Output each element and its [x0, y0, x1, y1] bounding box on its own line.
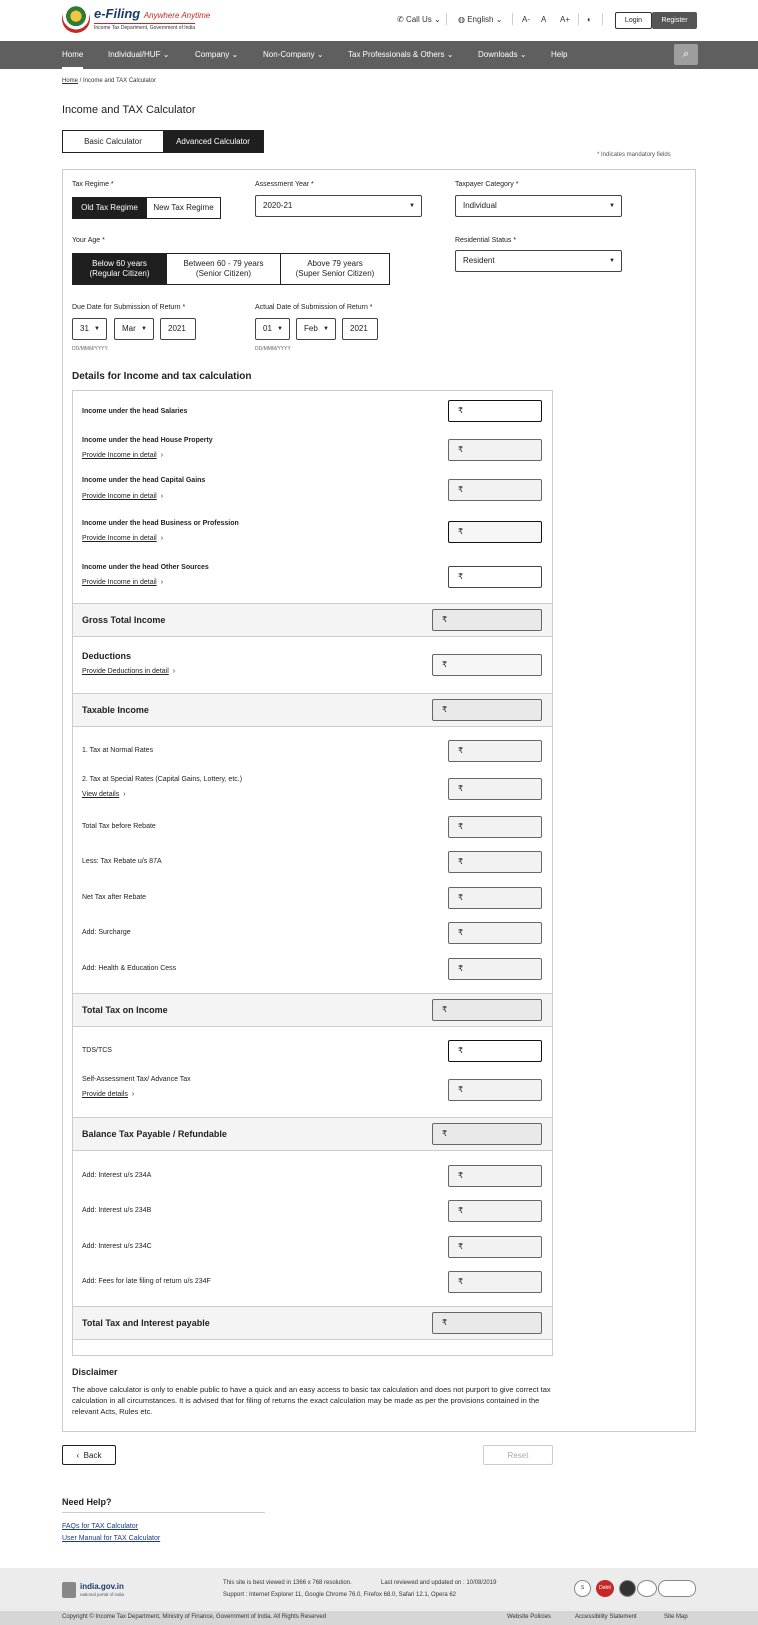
chevron-right-icon: › [131, 1091, 135, 1098]
globe-icon: ◍ [458, 15, 465, 24]
top-header [0, 0, 758, 40]
age-toggle [72, 253, 390, 285]
tab-advanced-calculator[interactable]: Advanced Calculator [163, 131, 263, 152]
provide-income-capital-link[interactable]: Provide Income in detail › [82, 493, 164, 500]
provide-income-business-link[interactable]: Provide Income in detail › [82, 535, 164, 542]
nav-home[interactable]: Home [62, 41, 83, 69]
chevron-down-icon: ⌄ [433, 15, 441, 24]
total-tax-income-output: ₹ [432, 999, 542, 1021]
chevron-down-icon: ⌄ [446, 50, 454, 59]
tax-special-label: 2. Tax at Special Rates (Capital Gains, Lottery, etc.) [82, 776, 243, 783]
provide-income-other-link[interactable]: Provide Income in detail › [82, 579, 164, 586]
faq-link[interactable]: FAQs for TAX Calculator [62, 1523, 138, 1530]
taxable-income-label: Taxable Income [82, 705, 149, 715]
india-gov-subtitle: national portal of india [80, 1592, 125, 1597]
net-after-rebate-label: Net Tax after Rebate [82, 894, 147, 901]
interest-234c-label: Add: Interest u/s 234C [82, 1243, 152, 1250]
total-tax-interest-output: ₹ [432, 1312, 542, 1334]
nav-non-company[interactable]: Non-Company ⌄ [263, 50, 324, 59]
nav-company[interactable]: Company ⌄ [195, 50, 239, 59]
net-after-rebate-output: ₹ [448, 887, 542, 909]
tds-label: TDS/TCS [82, 1047, 112, 1054]
chevron-down-icon: ⌄ [495, 15, 503, 24]
phone-icon: ✆ [397, 15, 404, 24]
actual-date-month-select[interactable]: Feb ▼ [296, 318, 336, 340]
bottom-bar [0, 1611, 758, 1625]
nav-individual-huf[interactable]: Individual/HUF ⌄ [108, 50, 170, 59]
register-button[interactable]: Register [652, 12, 697, 29]
browser-support: Support : Internet Explorer 11, Google Chrome 76.0, Firefox 68.0, Safari 12.1, Opera 62 [223, 1592, 457, 1598]
breadcrumb: Home / Income and TAX Calculator [62, 78, 156, 84]
due-date-format: DD/MMM/YYYY [72, 346, 108, 352]
residential-status-label: Residential Status * [455, 237, 517, 244]
footer [0, 1568, 758, 1611]
due-date-month-select[interactable]: Mar ▼ [114, 318, 154, 340]
total-tax-income-label: Total Tax on Income [82, 1005, 168, 1015]
logo-title: e-Filing [94, 6, 141, 21]
tax-regime-label: Tax Regime * [72, 181, 114, 188]
total-before-rebate-output: ₹ [448, 816, 542, 838]
actual-date-day-select[interactable]: 01 ▼ [255, 318, 290, 340]
tax-normal-output: ₹ [448, 740, 542, 762]
balance-output: ₹ [432, 1123, 542, 1145]
total-before-rebate-label: Total Tax before Rebate [82, 823, 156, 830]
gross-total-output: ₹ [432, 609, 542, 631]
call-us-menu[interactable]: ✆ Call Us ⌄ [397, 15, 441, 24]
chevron-right-icon: › [160, 452, 164, 459]
interest-234c-output: ₹ [448, 1236, 542, 1258]
age-option-below-60[interactable]: Below 60 years (Regular Citizen) [73, 254, 166, 284]
disclaimer-text: The above calculator is only to enable public to have a quick and an easy access to basic tax calculation and does not purport to give correct tax calculation in all circumstances. It is advised that for filing of returns the exact calculation may be made as per the provisions contained in the relevant Acts, Rules etc. [72, 1385, 551, 1416]
assessment-year-select[interactable]: 2020-21 ▼ [255, 195, 422, 217]
help-divider [62, 1512, 265, 1513]
chevron-down-icon: ⌄ [162, 50, 170, 59]
income-house-label: Income under the head House Property [82, 437, 213, 444]
header-divider [512, 13, 513, 25]
cess-label: Add: Health & Education Cess [82, 965, 177, 972]
old-tax-regime-option[interactable]: Old Tax Regime [73, 198, 146, 218]
total-tax-interest-label: Total Tax and Interest payable [82, 1318, 210, 1328]
rebate-label: Less: Tax Rebate u/s 87A [82, 858, 162, 865]
caret-down-icon: ▼ [409, 203, 415, 209]
actual-date-label: Actual Date of Submission of Return * [255, 304, 373, 311]
new-tax-regime-option[interactable]: New Tax Regime [146, 198, 220, 218]
chevron-right-icon: › [160, 579, 164, 586]
due-date-year-input[interactable]: 2021 [160, 318, 196, 340]
header-divider [602, 13, 603, 25]
calculator-tabs [62, 130, 264, 153]
age-option-60-79[interactable]: Between 60 - 79 years (Senior Citizen) [166, 254, 280, 284]
due-date-day-select[interactable]: 31 ▼ [72, 318, 107, 340]
certification-badge-icon [637, 1580, 657, 1597]
site-map-link[interactable]: Site Map [664, 1614, 688, 1620]
income-salaries-input[interactable]: ₹ [448, 400, 542, 422]
interest-234a-output: ₹ [448, 1165, 542, 1187]
chevron-down-icon: ⌄ [316, 50, 324, 59]
deductions-label: Deductions [82, 651, 132, 661]
age-option-above-79[interactable]: Above 79 years (Super Senior Citizen) [280, 254, 389, 284]
contrast-icon[interactable]: ◐ [587, 15, 592, 24]
income-capital-label: Income under the head Capital Gains [82, 477, 206, 484]
caret-down-icon: ▼ [277, 326, 283, 332]
provide-details-link[interactable]: Provide details › [82, 1091, 135, 1098]
chevron-down-icon: ⌄ [519, 50, 527, 59]
logo-tagline: Anywhere Anytime [143, 11, 211, 20]
last-reviewed: Last reviewed and updated on : 10/08/2019 [381, 1580, 497, 1586]
user-manual-link[interactable]: User Manual for TAX Calculator [62, 1535, 161, 1542]
surcharge-output: ₹ [448, 922, 542, 944]
font-increase-button[interactable]: A+ [560, 15, 571, 24]
caret-down-icon: ▼ [323, 326, 329, 332]
assessment-year-label: Assessment Year * [255, 181, 314, 188]
taxpayer-category-label: Taxpayer Category * [455, 181, 519, 188]
mandatory-note: * Indicates mandatory fields [597, 152, 671, 158]
login-button[interactable]: Login [615, 12, 652, 29]
caret-down-icon: ▼ [609, 258, 615, 264]
cess-output: ₹ [448, 958, 542, 980]
tab-basic-calculator[interactable]: Basic Calculator [63, 131, 163, 152]
chevron-down-icon: ⌄ [231, 50, 239, 59]
font-reset-button[interactable]: A [541, 15, 547, 24]
tax-normal-label: 1. Tax at Normal Rates [82, 747, 154, 754]
residential-status-select[interactable]: Resident ▼ [455, 250, 622, 272]
security-badge-icon: S [574, 1580, 591, 1597]
debit-badge-icon: Debit [596, 1580, 614, 1597]
nav-help[interactable]: Help [551, 50, 568, 59]
copyright: Copyright © Income Tax Department, Ministry of Finance, Government of India. All Rights Reserved [62, 1614, 327, 1620]
provide-deductions-link[interactable]: Provide Deductions in detail › [82, 668, 176, 675]
efiling-logo[interactable] [62, 5, 211, 35]
actual-date-format: DD/MMM/YYYY [255, 346, 291, 352]
interest-234a-label: Add: Interest u/s 234A [82, 1172, 152, 1179]
self-assessment-input[interactable]: ₹ [448, 1079, 542, 1101]
accessibility-statement-link[interactable]: Accessibility Statement [575, 1614, 637, 1620]
caret-down-icon: ▼ [141, 326, 147, 332]
chevron-right-icon: › [172, 668, 176, 675]
taxpayer-category-select[interactable]: Individual ▼ [455, 195, 622, 217]
chevron-right-icon: › [123, 791, 126, 798]
surcharge-label: Add: Surcharge [82, 929, 131, 936]
chevron-right-icon: › [160, 493, 164, 500]
header-divider [446, 13, 447, 25]
due-date-label: Due Date for Submission of Return * [72, 304, 186, 311]
provide-income-house-link[interactable]: Provide Income in detail › [82, 452, 164, 459]
caret-down-icon: ▼ [609, 203, 615, 209]
chevron-right-icon: › [160, 535, 164, 542]
income-other-label: Income under the head Other Sources [82, 564, 209, 571]
interest-234b-output: ₹ [448, 1200, 542, 1222]
website-policies-link[interactable]: Website Policies [507, 1614, 551, 1620]
india-gov-link[interactable]: india.gov.in [80, 1582, 124, 1591]
fees-234f-label: Add: Fees for late filing of return u/s 234F [82, 1278, 211, 1285]
actual-date-year-input[interactable]: 2021 [342, 318, 378, 340]
age-label: Your Age * [72, 237, 105, 244]
resolution-note: This site is best viewed in 1366 x 768 resolution. [223, 1580, 352, 1586]
interest-234b-label: Add: Interest u/s 234B [82, 1207, 152, 1214]
tax-regime-toggle [72, 197, 221, 219]
reset-button[interactable]: Reset [483, 1445, 553, 1465]
breadcrumb-current: Income and TAX Calculator [83, 78, 156, 84]
gross-total-label: Gross Total Income [82, 615, 166, 625]
page-title: Income and TAX Calculator [62, 104, 196, 116]
certification-badge-icon [658, 1580, 696, 1597]
certification-badge-icon [619, 1580, 636, 1597]
fees-234f-output: ₹ [448, 1271, 542, 1293]
language-menu[interactable]: ◍ English ⌄ [458, 15, 503, 24]
back-button[interactable]: ‹ Back [62, 1445, 116, 1465]
income-capital-input[interactable]: ₹ [448, 479, 542, 501]
rebate-output: ₹ [448, 851, 542, 873]
view-details-link[interactable]: View details › [82, 791, 126, 798]
emblem-icon [62, 5, 90, 33]
income-business-label: Income under the head Business or Profession [82, 520, 239, 527]
income-other-input[interactable]: ₹ [448, 566, 542, 588]
self-assessment-label: Self-Assessment Tax/ Advance Tax [82, 1076, 191, 1083]
nav-tax-professionals[interactable]: Tax Professionals & Others ⌄ [348, 50, 454, 59]
income-business-input[interactable]: ₹ [448, 521, 542, 543]
chevron-left-icon: ‹ [76, 1450, 80, 1460]
search-icon[interactable]: ⌕ [674, 44, 698, 65]
tds-input[interactable]: ₹ [448, 1040, 542, 1062]
national-emblem-icon [62, 1582, 76, 1598]
income-salaries-label: Income under the head Salaries [82, 408, 188, 415]
income-house-input[interactable]: ₹ [448, 439, 542, 461]
nav-downloads[interactable]: Downloads ⌄ [478, 50, 527, 59]
balance-label: Balance Tax Payable / Refundable [82, 1129, 227, 1139]
disclaimer-title: Disclaimer [72, 1367, 118, 1377]
taxable-income-output: ₹ [432, 699, 542, 721]
tax-special-output: ₹ [448, 778, 542, 800]
details-heading: Details for Income and tax calculation [72, 371, 252, 382]
caret-down-icon: ▼ [94, 326, 100, 332]
font-decrease-button[interactable]: A- [522, 15, 530, 24]
need-help-title: Need Help? [62, 1497, 112, 1507]
deductions-output: ₹ [432, 654, 542, 676]
header-divider [578, 13, 579, 25]
logo-subtitle: Income Tax Department, Government of India [94, 25, 196, 31]
breadcrumb-home[interactable]: Home [62, 78, 79, 84]
main-nav [0, 41, 758, 69]
